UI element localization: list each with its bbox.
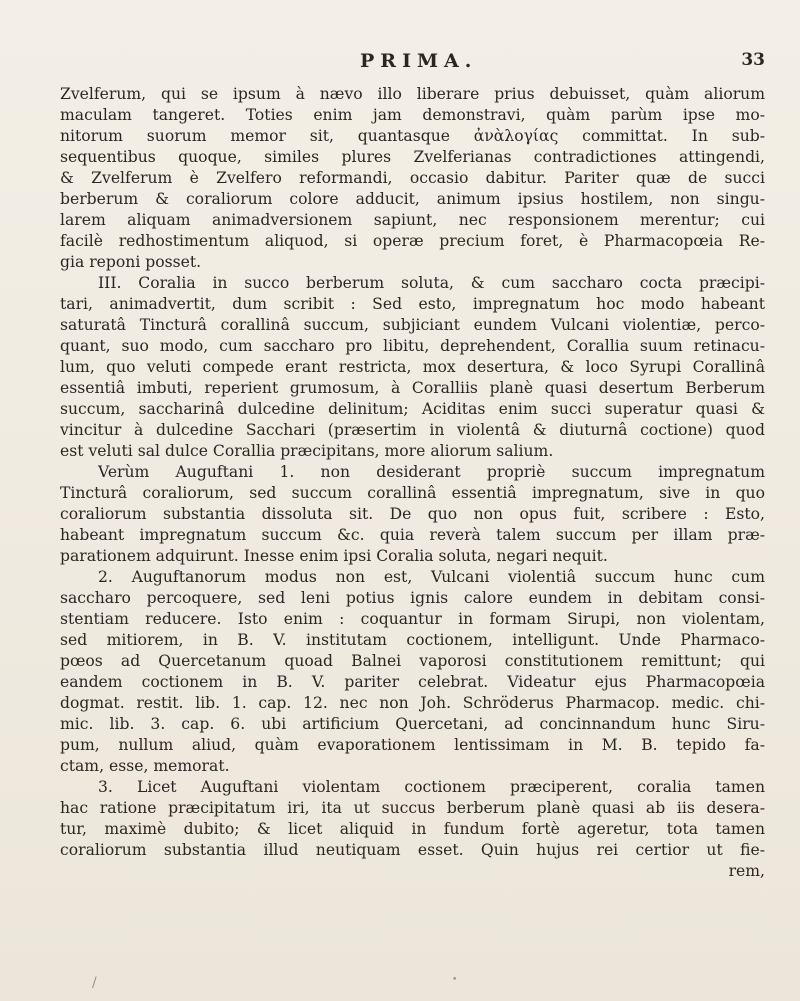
text-line: parationem adquirunt. Inesse enim ipsi Coralia soluta, negari nequit. [60, 547, 608, 565]
text-line: mic. lib. 3. cap. 6. ubi artificium Quercetani, ad concinnandum hunc Siru- [60, 715, 765, 733]
text-line: sed mitiorem, in B. V. institutam coctionem, intelligunt. Unde Pharmaco- [60, 631, 765, 649]
text-line: dogmat. restit. lib. 1. cap. 12. nec non Joh. Schröderus Pharmacop. medic. chi- [60, 694, 765, 712]
text-line: lum, quo veluti compede erant restricta, mox desertura, & loco Syrupi Corallinâ [60, 358, 765, 376]
text-line: 2. Auguftanorum modus non est, Vulcani violentiâ succum hunc cum [98, 568, 765, 586]
catchword: rem, [728, 862, 765, 880]
body-text [60, 84, 765, 882]
text-line: vincitur à dulcedine Sacchari (præsertim in violentâ & diuturnâ coctione) quod [60, 421, 765, 439]
text-line: pum, nullum aliud, quàm evaporationem lentissimam in M. B. tepido fa- [60, 736, 765, 754]
text-line: & Zvelferum è Zvelfero reformandi, occasio dabitur. Pariter quæ de succi [60, 169, 765, 187]
text-line: Zvelferum, qui se ipsum à nævo illo liberare prius debuisset, quàm aliorum [60, 85, 765, 103]
text-line: hac ratione præcipitatum iri, ita ut succus berberum planè quasi ab iis desera- [60, 799, 765, 817]
text-line: est veluti sal dulce Corallia præcipitans, more aliorum salium. [60, 442, 554, 460]
text-line: saturatâ Tincturâ corallinâ succum, subjiciant eundem Vulcani violentiæ, perco- [60, 316, 765, 334]
page-header [60, 50, 765, 78]
text-line: stentiam reducere. Isto enim : coquantur in formam Sirupi, non violentam, [60, 610, 765, 628]
running-head: PRIMA. [360, 50, 478, 72]
text-line: nitorum suorum memor sit, quantasque ἀνὰλογίας committat. In sub- [60, 127, 765, 145]
text-line: essentiâ imbuti, reperient grumosum, à Coralliis planè quasi desertum Berberum [60, 379, 765, 397]
text-line: Verùm Auguftani 1. non desiderant propriè succum impregnatum [98, 463, 765, 481]
text-line: pœos ad Quercetanum quoad Balnei vaporosi constitutionem remittunt; qui [60, 652, 765, 670]
text-line: larem aliquam animadversionem sapiunt, nec responsionem merentur; cui [60, 211, 765, 229]
text-line: eandem coctionem in B. V. pariter celebrat. Videatur ejus Pharmacopœia [60, 673, 765, 691]
text-line: quant, suo modo, cum saccharo pro libitu, deprehendent, Corallia suum retinacu- [60, 337, 765, 355]
text-line: coraliorum substantia dissoluta sit. De quo non opus fuit, scribere : Esto, [60, 505, 765, 523]
text-line: gia reponi posset. [60, 253, 202, 271]
text-line: ctam, esse, memorat. [60, 757, 230, 775]
text-line: sequentibus quoque, similes plures Zvelferianas contradictiones attingendi, [60, 148, 765, 166]
text-line: III. Coralia in succo berberum soluta, & cum saccharo cocta præcipi- [98, 274, 765, 292]
text-line: tari, animadvertit, dum scribit : Sed esto, impregnatum hoc modo habeant [60, 295, 765, 313]
text-line: 3. Licet Auguftani violentam coctionem præciperent, coralia tamen [98, 778, 765, 796]
text-line: tur, maximè dubito; & licet aliquid in fundum fortè ageretur, tota tamen [60, 820, 765, 838]
text-line: habeant impregnatum succum &c. quia reverà talem succum per illam præ- [60, 526, 765, 544]
ink-dot: • [452, 975, 458, 985]
text-line: maculam tangeret. Toties enim jam demonstravi, quàm parùm ipse mo- [60, 106, 765, 124]
ink-stroke: / [92, 975, 97, 991]
text-line: coraliorum substantia illud neutiquam esset. Quin hujus rei certior ut fie- [60, 841, 765, 859]
text-line: saccharo percoquere, sed leni potius ignis calore eundem in debitam consi- [60, 589, 765, 607]
text-line: Tincturâ coraliorum, sed succum corallinâ essentiâ impregnatum, sive in quo [60, 484, 765, 502]
text-line: succum, saccharinâ dulcedine delinitum; Aciditas enim succi superatur quasi & [60, 400, 765, 418]
page-number: 33 [741, 50, 765, 70]
text-line: facilè redhostimentum aliquod, si operæ precium foret, è Pharmacopœia Re- [60, 232, 765, 250]
text-line: berberum & coraliorum colore adducit, animum ipsius hostilem, non singu- [60, 190, 765, 208]
